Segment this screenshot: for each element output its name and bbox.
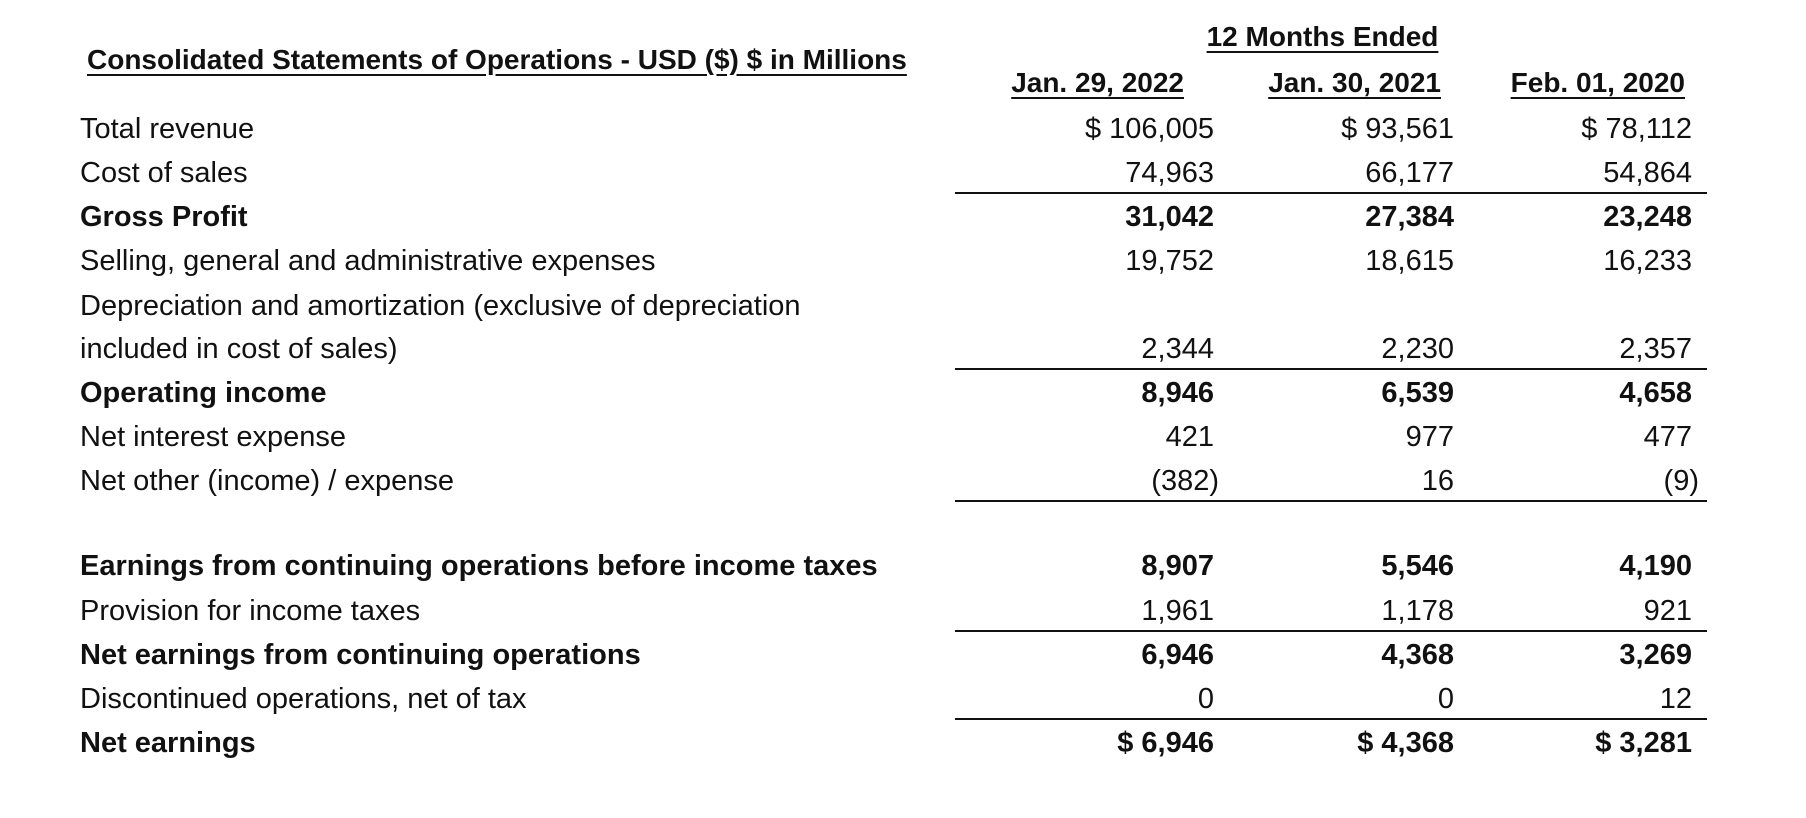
- cell-net-earnings-2020: $ 3,281: [1595, 727, 1692, 759]
- cell-operating-income-2021: 6,539: [1381, 377, 1454, 409]
- cell-gross-profit-2021: 27,384: [1365, 201, 1454, 233]
- row-label-net-earnings-continuing: Net earnings from continuing operations: [80, 639, 641, 671]
- row-label-sga-expenses: Selling, general and administrative expenses: [80, 245, 656, 277]
- cell-net-other-2022: (382): [1151, 465, 1219, 497]
- cell-net-earnings-2021: $ 4,368: [1357, 727, 1454, 759]
- cell-net-interest-2022: 421: [1165, 421, 1214, 453]
- row-label-total-revenue: Total revenue: [80, 113, 255, 145]
- cell-discontinued-2022: 0: [1197, 683, 1214, 715]
- cell-net-earnings-continuing-2020: 3,269: [1619, 639, 1692, 671]
- cell-discontinued-2021: 0: [1437, 683, 1454, 715]
- row-label-cost-of-sales: Cost of sales: [80, 157, 248, 189]
- row-label-income-tax-provision: Provision for income taxes: [80, 595, 421, 627]
- cell-depreciation-2022: 2,344: [1141, 333, 1214, 365]
- cell-sga-2022: 19,752: [1125, 245, 1214, 277]
- subtotal-rule: [955, 718, 1707, 720]
- cell-income-tax-2022: 1,961: [1141, 595, 1214, 627]
- cell-net-other-2021: 16: [1421, 465, 1454, 497]
- cell-depreciation-2020: 2,357: [1619, 333, 1692, 365]
- subtotal-rule: [955, 192, 1707, 194]
- cell-net-earnings-continuing-2022: 6,946: [1141, 639, 1214, 671]
- cell-net-interest-2020: 477: [1643, 421, 1692, 453]
- cell-earnings-before-taxes-2021: 5,546: [1381, 550, 1454, 582]
- cell-gross-profit-2022: 31,042: [1125, 201, 1214, 233]
- row-label-net-other: Net other (income) / expense: [80, 465, 454, 497]
- cell-net-earnings-continuing-2021: 4,368: [1381, 639, 1454, 671]
- row-label-gross-profit: Gross Profit: [80, 201, 248, 233]
- column-header-2022: Jan. 29, 2022: [1011, 67, 1184, 98]
- cell-earnings-before-taxes-2022: 8,907: [1141, 550, 1214, 582]
- cell-net-earnings-2022: $ 6,946: [1117, 727, 1214, 759]
- statement-title: Consolidated Statements of Operations - USD ($) $ in Millions: [87, 44, 907, 75]
- cell-operating-income-2020: 4,658: [1619, 377, 1692, 409]
- cell-depreciation-2021: 2,230: [1381, 333, 1454, 365]
- row-label-operating-income: Operating income: [80, 377, 327, 409]
- row-label-net-earnings: Net earnings: [80, 727, 256, 759]
- cell-sga-2021: 18,615: [1365, 245, 1454, 277]
- subtotal-rule: [955, 630, 1707, 632]
- subtotal-rule: [955, 368, 1707, 370]
- cell-cost-of-sales-2020: 54,864: [1603, 157, 1692, 189]
- cell-cost-of-sales-2021: 66,177: [1365, 157, 1454, 189]
- cell-gross-profit-2020: 23,248: [1603, 201, 1692, 233]
- cell-sga-2020: 16,233: [1603, 245, 1692, 277]
- cell-total-revenue-2022: $ 106,005: [1084, 113, 1214, 145]
- row-label-discontinued-operations: Discontinued operations, net of tax: [80, 683, 527, 715]
- row-label-depreciation-line2: included in cost of sales): [80, 333, 398, 365]
- row-label-depreciation: Depreciation and amortization (exclusive of depreciation: [80, 290, 801, 322]
- column-header-2021: Jan. 30, 2021: [1268, 67, 1441, 98]
- column-header-2020: Feb. 01, 2020: [1510, 67, 1685, 98]
- row-label-earnings-before-taxes: Earnings from continuing operations before income taxes: [80, 550, 878, 582]
- cell-earnings-before-taxes-2020: 4,190: [1619, 550, 1692, 582]
- cell-income-tax-2020: 921: [1643, 595, 1692, 627]
- cell-discontinued-2020: 12: [1659, 683, 1692, 715]
- subtotal-rule: [955, 500, 1707, 502]
- cell-total-revenue-2021: $ 93,561: [1341, 113, 1454, 145]
- cell-income-tax-2021: 1,178: [1381, 595, 1454, 627]
- cell-total-revenue-2020: $ 78,112: [1581, 113, 1692, 145]
- cell-operating-income-2022: 8,946: [1141, 377, 1214, 409]
- cell-net-other-2020: (9): [1663, 465, 1699, 497]
- period-group-header: 12 Months Ended: [1206, 21, 1439, 52]
- row-label-net-interest-expense: Net interest expense: [80, 421, 346, 453]
- cell-cost-of-sales-2022: 74,963: [1125, 157, 1214, 189]
- cell-net-interest-2021: 977: [1405, 421, 1454, 453]
